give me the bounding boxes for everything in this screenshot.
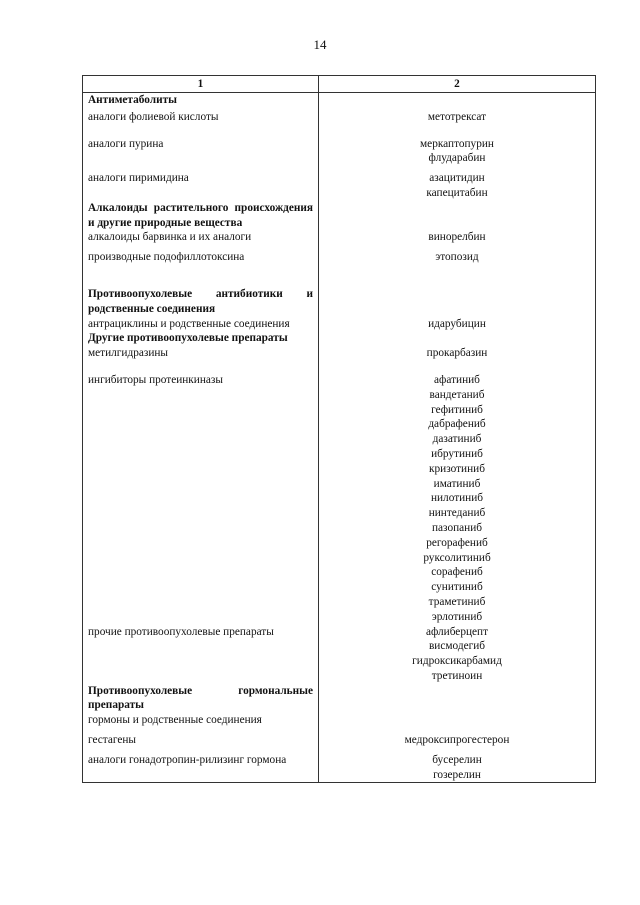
drug-names-cell (319, 171, 596, 201)
drug-names-cell (319, 317, 596, 332)
drug-names-cell (319, 346, 596, 373)
table-row (83, 713, 596, 733)
drug-name: метотрексат (427, 110, 487, 123)
table-row (83, 733, 596, 753)
drug-group-name: гестагены (83, 733, 319, 753)
table-row (83, 753, 596, 783)
drug-names-cell (319, 625, 596, 684)
table-section-heading-row (83, 287, 596, 317)
drug-names-cell (319, 93, 596, 108)
table-row (83, 108, 596, 137)
drug-name: этопозид (435, 251, 479, 264)
drug-name: меркаптопурин (420, 137, 494, 150)
drug-classification-table (82, 75, 596, 783)
drug-names-cell (319, 733, 596, 753)
drug-name: бусерелин (432, 753, 482, 766)
drug-name: медроксипрогестерон (404, 734, 510, 747)
drug-name: траметиниб (428, 595, 486, 608)
drug-name: кризотиниб (429, 462, 485, 475)
table-row (83, 625, 596, 684)
table-row (83, 317, 596, 332)
drug-name: эрлотиниб (431, 610, 483, 623)
drug-names-cell (319, 230, 596, 250)
drug-name: пазопаниб (431, 521, 482, 534)
drug-names-cell (319, 753, 596, 783)
drug-name: флударабин (428, 152, 486, 165)
drug-name: дазатиниб (432, 433, 482, 446)
drug-group-name: аналоги пурина (83, 137, 319, 172)
drug-name: регорафениб (426, 536, 488, 549)
drug-name: руксолитиниб (423, 551, 491, 564)
drug-names-cell (319, 201, 596, 231)
drug-name: капецитабин (426, 186, 488, 199)
drug-name: гидроксикарбамид (412, 655, 502, 668)
table-section-heading-row (83, 331, 596, 346)
table-body (83, 93, 596, 783)
drug-group-name: производные подофиллотоксина (83, 250, 319, 287)
column-header-2: 2 (319, 76, 596, 93)
drug-name: афлиберцепт (425, 625, 489, 638)
drug-name: иматиниб (433, 477, 481, 490)
table-header-row (83, 76, 596, 93)
drug-group-name: аналоги фолиевой кислоты (83, 108, 319, 137)
drug-group-name: ингибиторы протеинкиназы (83, 373, 319, 625)
drug-group-name: аналоги гонадотропин-рилизинг гормона (83, 753, 319, 783)
drug-group-name: антрациклины и родственные соединения (83, 317, 319, 332)
drug-name: нилотиниб (430, 492, 484, 505)
drug-names-cell (319, 713, 596, 733)
drug-name: третиноин (431, 669, 483, 682)
drug-name: винорелбин (428, 231, 486, 244)
table-section-heading-row (83, 93, 596, 108)
table-section-heading-row (83, 684, 596, 714)
table-row (83, 137, 596, 172)
drug-name: дабрафениб (428, 418, 486, 431)
table-row (83, 171, 596, 201)
section-heading: Другие противоопухолевые препараты (83, 331, 319, 346)
table-section-heading-row (83, 201, 596, 231)
drug-name: висмодегиб (428, 640, 486, 653)
drug-names-cell (319, 250, 596, 287)
section-heading: Алкалоиды растительного происхождения и другие природные вещества (83, 201, 319, 231)
drug-group-name: гормоны и родственные соединения (83, 713, 319, 733)
drug-name: азацитидин (429, 172, 485, 185)
drug-name: нинтеданиб (428, 507, 486, 520)
drug-names-cell (319, 684, 596, 714)
drug-name: гефитиниб (431, 403, 483, 416)
drug-names-cell (319, 373, 596, 625)
section-heading: Противоопухолевые антибиотики и родственные соединения (83, 287, 319, 317)
drug-names-cell (319, 108, 596, 137)
drug-name: прокарбазин (426, 347, 488, 360)
page-number: 14 (313, 37, 327, 52)
drug-name: ибрутиниб (431, 447, 483, 460)
table-row (83, 250, 596, 287)
section-heading: Противоопухолевые гормональные препараты (83, 684, 319, 714)
drug-group-name: алкалоиды барвинка и их аналоги (83, 230, 319, 250)
column-header-1: 1 (83, 76, 319, 93)
table-row (83, 346, 596, 373)
drug-group-name: аналоги пиримидина (83, 171, 319, 201)
table-row (83, 373, 596, 625)
drug-names-cell (319, 287, 596, 317)
drug-name: сорафениб (431, 566, 483, 579)
drug-names-cell (319, 331, 596, 346)
drug-names-cell (319, 137, 596, 172)
table-row (83, 230, 596, 250)
drug-name: идарубицин (428, 317, 486, 330)
drug-name: афатиниб (434, 373, 480, 386)
drug-name: вандетаниб (429, 388, 485, 401)
section-heading: Антиметаболиты (83, 93, 319, 108)
drug-group-name: метилгидразины (83, 346, 319, 373)
drug-name: сунитиниб (431, 581, 483, 594)
drug-group-name: прочие противоопухолевые препараты (83, 625, 319, 684)
drug-name: гозерелин (433, 768, 481, 781)
